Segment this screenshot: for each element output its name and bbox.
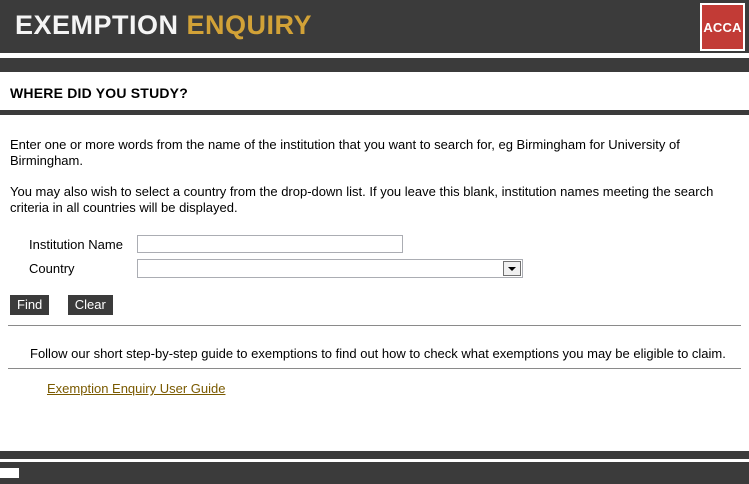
find-button[interactable]: Find (10, 295, 49, 315)
secondary-dark-bar (0, 58, 749, 72)
acca-logo (700, 3, 745, 51)
institution-name-input[interactable] (137, 235, 403, 253)
country-select[interactable] (137, 259, 523, 278)
button-row (10, 295, 739, 315)
guide-text: Follow our short step-by-step guide to exemptions to find out how to check what exemptions you may be eligible to claim. (30, 346, 726, 361)
exemption-enquiry-user-guide-link[interactable]: Exemption Enquiry User Guide (47, 381, 226, 396)
footer-bar-bottom (0, 462, 749, 484)
chevron-down-icon (508, 267, 516, 271)
intro-paragraph-2: You may also wish to select a country from the drop-down list. If you leave this blank, institution names meeting the search criteria in all countries will be displayed. (10, 184, 714, 215)
country-row (29, 259, 739, 278)
title-word-enquiry: ENQUIRY (186, 10, 313, 40)
section-heading: WHERE DID YOU STUDY? (10, 85, 188, 101)
footer (0, 451, 749, 484)
footer-notch (0, 468, 19, 478)
separator-line-bottom (8, 368, 741, 369)
institution-name-row (29, 235, 739, 253)
intro-paragraph-1: Enter one or more words from the name of the institution that you want to search for, eg Birmingham for University of Birmingham. (10, 137, 680, 168)
search-form (29, 235, 739, 278)
acca-logo-text: ACCA (703, 19, 742, 35)
separator-line-top (8, 325, 741, 326)
institution-name-label: Institution Name (29, 236, 123, 252)
country-dropdown-button[interactable] (503, 261, 521, 276)
page-title (0, 0, 749, 39)
country-label: Country (29, 261, 75, 276)
footer-bar-top (0, 451, 749, 459)
main-content (0, 85, 749, 398)
heading-rule (0, 110, 749, 115)
title-word-exemption: EXEMPTION (15, 10, 179, 40)
clear-button[interactable]: Clear (68, 295, 113, 315)
header-bar (0, 0, 749, 53)
